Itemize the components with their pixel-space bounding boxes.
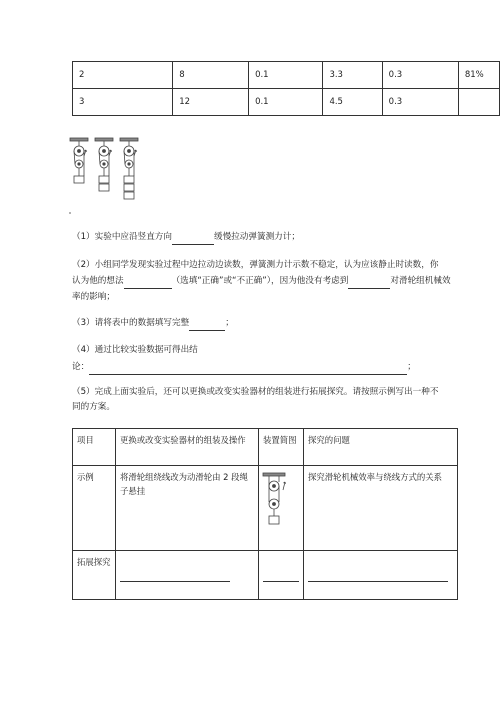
table-cell: 3.3 — [323, 62, 382, 89]
question-2-line-1: （2）小组同学发现实验过程中边拉动边读数，弹簧测力计示数不稳定，认为应该静止时读数，你 — [72, 260, 439, 270]
question-5-line-1: （5）完成上面实验后，还可以更换或改变实验器材的组装进行拓展探究。请按照示例写出一种不 — [72, 387, 439, 397]
data-table — [72, 61, 500, 116]
answer-blank[interactable] — [120, 572, 230, 582]
question-4-line-1: （4）通过比较实验数据可得出结 — [72, 345, 198, 355]
table-cell: 0.1 — [249, 89, 323, 116]
question-2-line-3: 率的影响； — [72, 292, 115, 302]
example-operation: 将滑轮组绕线改为动滑轮由 2 段绳子悬挂 — [116, 466, 259, 551]
question-text: 论： — [72, 362, 90, 372]
question-text: （选填“正确”或“不正确”），因为他没有考虑到 — [171, 276, 349, 286]
extension-label: 拓展探究 — [73, 551, 116, 600]
question-4-line-2 — [72, 360, 416, 375]
table-row — [73, 466, 458, 551]
table-cell: 2 — [73, 62, 173, 89]
answer-blank[interactable] — [189, 321, 225, 331]
table-cell: 3 — [73, 89, 173, 116]
table-cell: 4.5 — [323, 89, 382, 116]
answer-blank[interactable] — [263, 572, 299, 582]
question-2-line-2 — [72, 274, 451, 289]
question-1 — [72, 230, 300, 245]
question-text: （3）请将表中的数据填写完整 — [72, 318, 190, 328]
pulley-setup-3 — [120, 138, 138, 199]
table-row — [73, 551, 458, 600]
extension-question-cell — [304, 551, 458, 600]
header-cell: 更换或改变实验器材的组装及操作 — [116, 429, 259, 466]
table-cell: 0.3 — [382, 89, 458, 116]
example-diagram-cell — [259, 466, 304, 551]
answer-blank[interactable] — [348, 279, 390, 289]
question-text: （1）实验中应沿竖直方向 — [72, 232, 172, 242]
table-cell: 0.1 — [249, 62, 323, 89]
pulley-setups-diagram — [68, 136, 143, 216]
table-cell: 8 — [173, 62, 249, 89]
question-text: 缓慢拉动弹簧测力计； — [214, 232, 300, 242]
answer-blank[interactable] — [172, 235, 214, 245]
header-cell: 项目 — [73, 429, 116, 466]
answer-blank[interactable] — [89, 365, 407, 375]
table-cell — [458, 89, 499, 116]
example-label: 示例 — [73, 466, 116, 551]
question-3 — [72, 316, 234, 331]
table-row — [73, 89, 500, 116]
example-question: 探究滑轮机械效率与绕线方式的关系 — [304, 466, 458, 551]
extension-diagram-cell — [259, 551, 304, 600]
question-text: ； — [407, 362, 416, 372]
header-cell: 装置简图 — [259, 429, 304, 466]
plan-table — [72, 428, 458, 600]
header-cell: 探究的问题 — [304, 429, 458, 466]
pulley-setup-2 — [95, 138, 113, 191]
question-text: 认为他的想法 — [72, 276, 124, 286]
extension-operation-cell — [116, 551, 259, 600]
table-row — [73, 62, 500, 89]
table-cell: 12 — [173, 89, 249, 116]
movable-pulley-diagram — [261, 472, 291, 532]
question-text: 对滑轮组机械效 — [390, 276, 451, 286]
table-cell: 0.3 — [382, 62, 458, 89]
table-cell: 81% — [458, 62, 499, 89]
pulley-setup-1 — [70, 138, 88, 183]
answer-blank[interactable] — [124, 279, 172, 289]
table-header-row — [73, 429, 458, 466]
answer-blank[interactable] — [308, 572, 448, 582]
question-text: ； — [225, 318, 234, 328]
question-5-line-2: 同的方案。 — [72, 402, 115, 412]
